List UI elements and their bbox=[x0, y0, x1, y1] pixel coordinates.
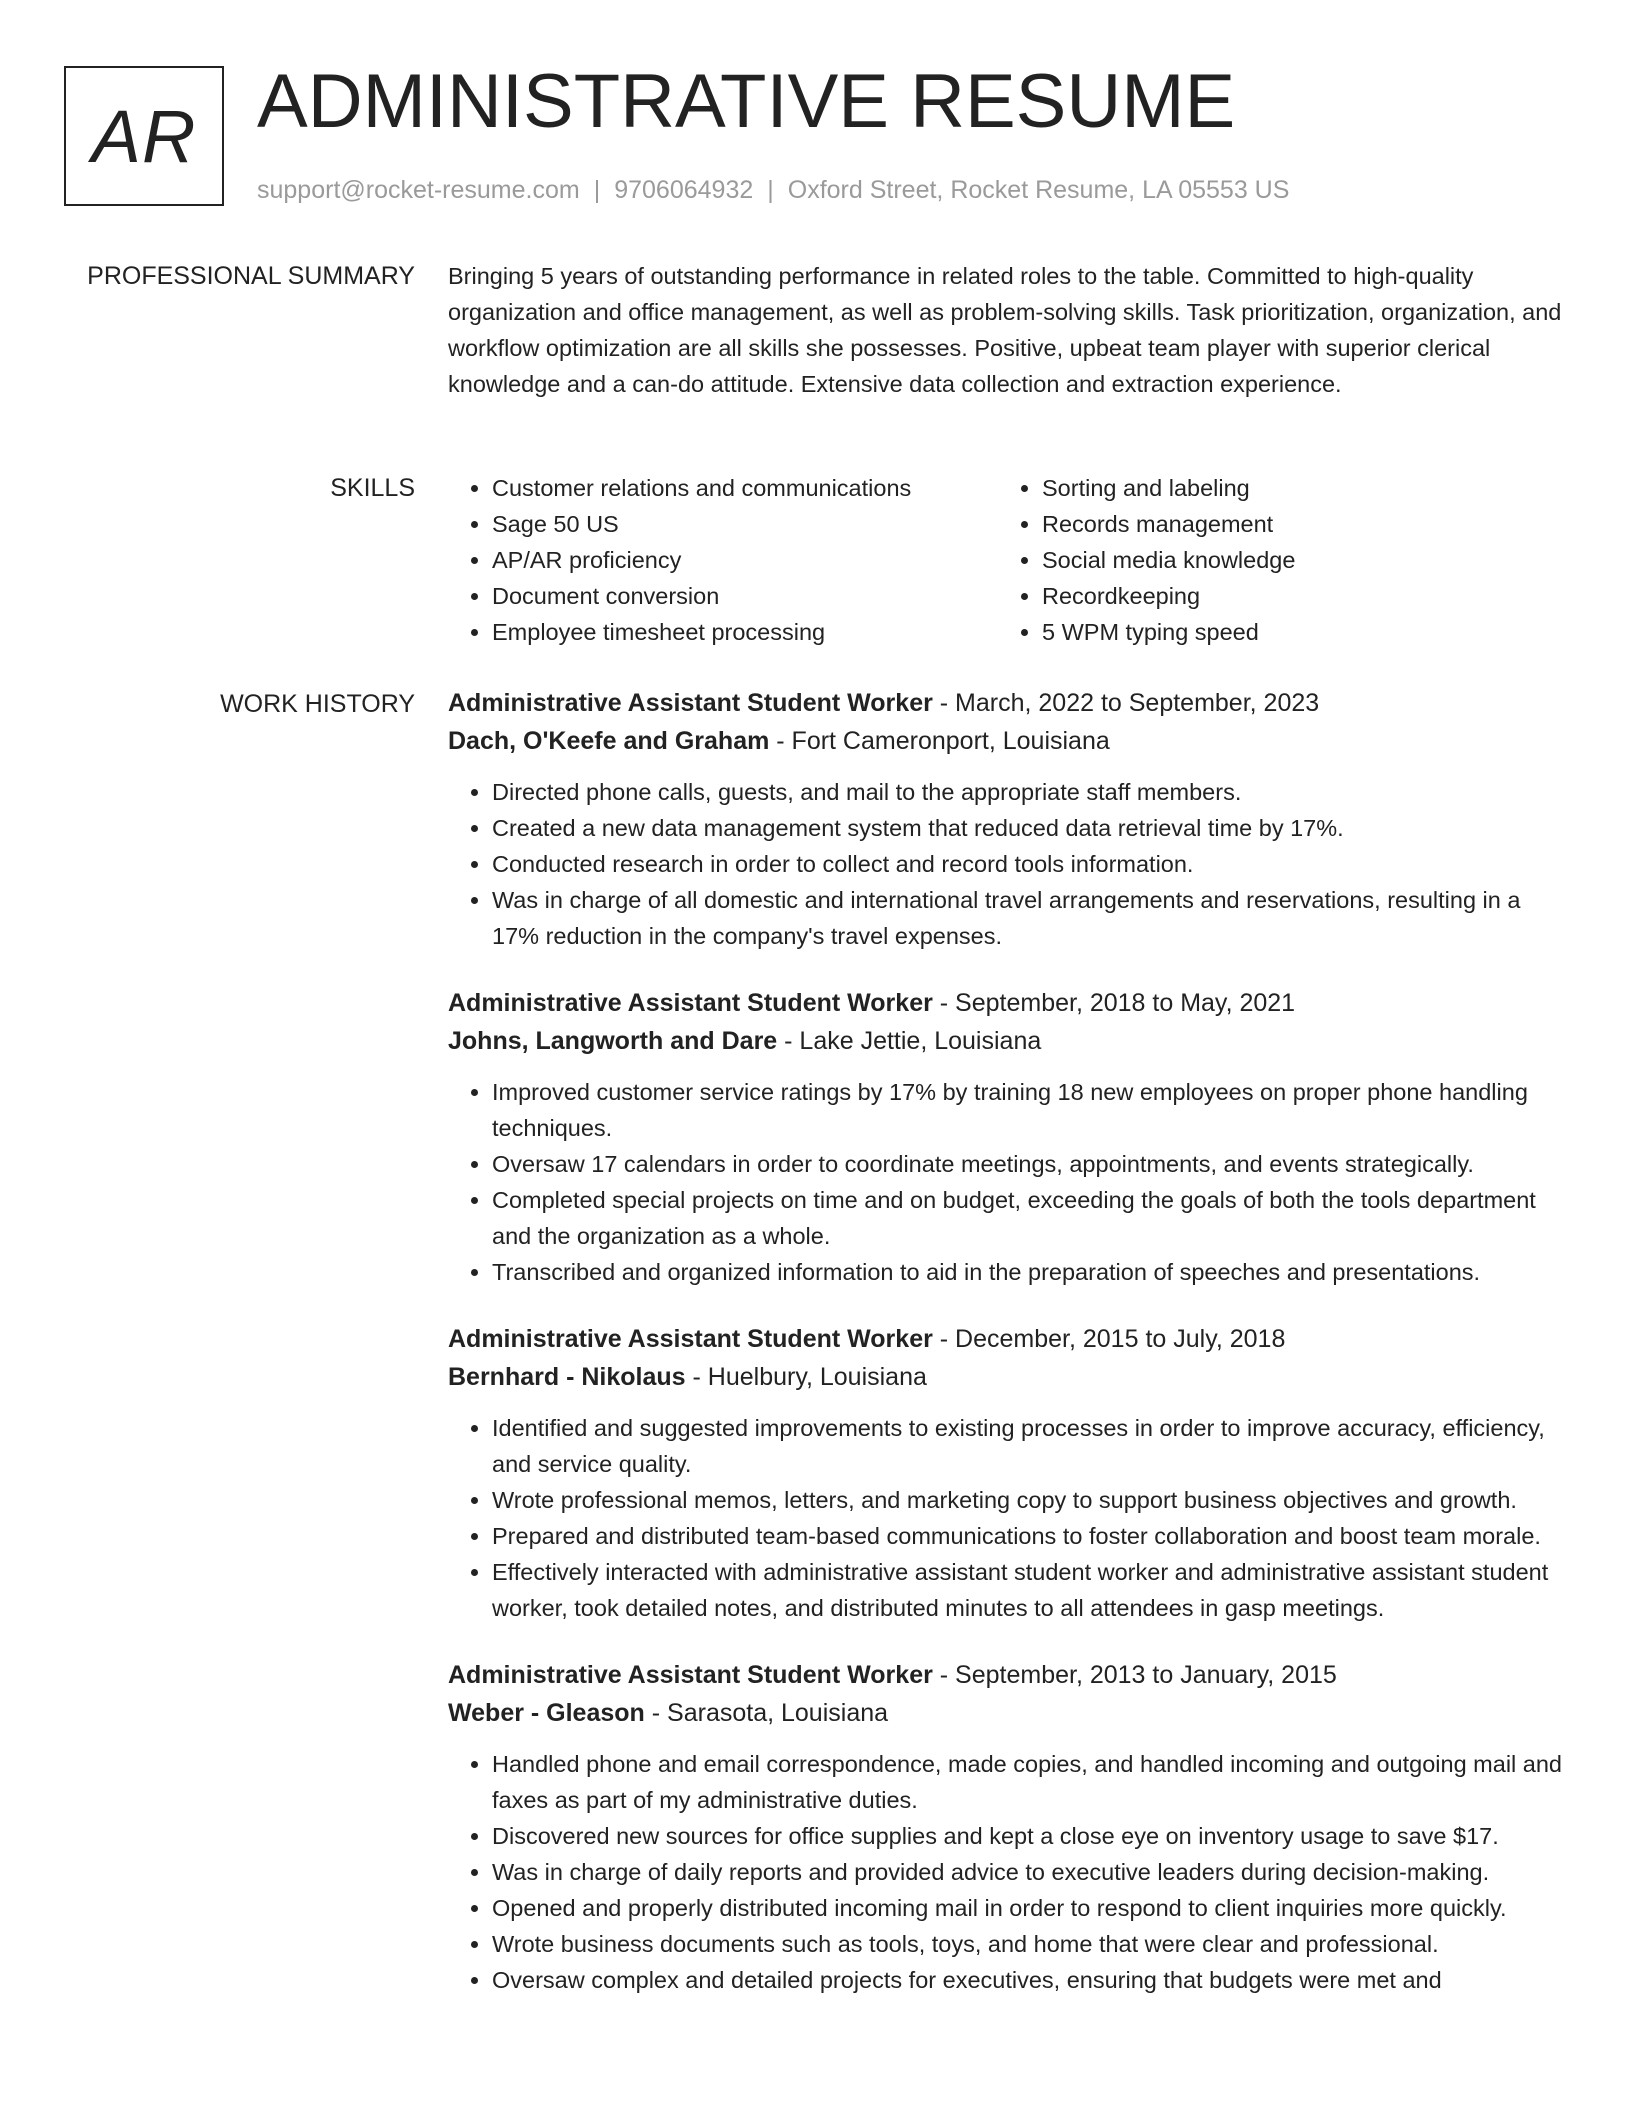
job-bullet: • Discovered new sources for office supplies and kept a close eye on inventory usage to save $17. bbox=[492, 1818, 1564, 1854]
job-entry bbox=[448, 1656, 1564, 1998]
skill-item: • Customer relations and communications bbox=[492, 470, 998, 506]
resume-title: ADMINISTRATIVE RESUME bbox=[257, 59, 1236, 144]
job-dates: - December, 2015 to July, 2018 bbox=[932, 1325, 1286, 1353]
work-history-heading: WORK HISTORY bbox=[220, 690, 415, 718]
job-bullet: • Effectively interacted with administrative assistant student worker and administrative assistant student worker, took detailed notes, and distributed minutes to all attendees in gasp meetings. bbox=[492, 1554, 1564, 1626]
job-title-line bbox=[448, 684, 1564, 722]
skills-body bbox=[448, 470, 1564, 650]
skills-column-left bbox=[448, 470, 998, 650]
skill-item: • Document conversion bbox=[492, 578, 998, 614]
job-title: Administrative Assistant Student Worker bbox=[448, 1661, 933, 1689]
contact-address: Oxford Street, Rocket Resume, LA 05553 US bbox=[787, 176, 1290, 204]
skills-heading: SKILLS bbox=[330, 474, 415, 502]
job-location: - Huelbury, Louisiana bbox=[685, 1363, 927, 1391]
job-company: Johns, Langworth and Dare bbox=[448, 1027, 778, 1055]
job-bullet: • Prepared and distributed team-based communications to foster collaboration and boost team morale. bbox=[492, 1518, 1564, 1554]
contact-line bbox=[257, 176, 1289, 205]
job-dates: - September, 2013 to January, 2015 bbox=[932, 1661, 1337, 1689]
job-bullets bbox=[448, 1074, 1564, 1290]
job-bullet: • Was in charge of daily reports and provided advice to executive leaders during decision-making. bbox=[492, 1854, 1564, 1890]
job-bullet: • Identified and suggested improvements to existing processes in order to improve accuracy, efficiency, and service quality. bbox=[492, 1410, 1564, 1482]
work-history-body bbox=[448, 684, 1564, 2028]
monogram-initials: AR bbox=[91, 94, 197, 178]
summary-body bbox=[448, 258, 1564, 402]
job-title-line bbox=[448, 1320, 1564, 1358]
job-title-line bbox=[448, 984, 1564, 1022]
job-bullet: • Was in charge of all domestic and international travel arrangements and reservations, resulting in a 17% reduction in the company's travel expenses. bbox=[492, 882, 1564, 954]
job-title-line bbox=[448, 1656, 1564, 1694]
job-bullets bbox=[448, 1410, 1564, 1626]
summary-heading: PROFESSIONAL SUMMARY bbox=[87, 262, 415, 290]
job-bullet: • Completed special projects on time and on budget, exceeding the goals of both the tools department and the organization as a whole. bbox=[492, 1182, 1564, 1254]
skill-item: • AP/AR proficiency bbox=[492, 542, 998, 578]
contact-phone: 9706064932 bbox=[614, 176, 754, 204]
skills-column-right bbox=[998, 470, 1548, 650]
job-entry bbox=[448, 984, 1564, 1290]
job-bullet: • Created a new data management system that reduced data retrieval time by 17%. bbox=[492, 810, 1564, 846]
contact-email: support@rocket-resume.com bbox=[257, 176, 580, 204]
contact-separator: | bbox=[767, 176, 774, 204]
skill-item: • Recordkeeping bbox=[1042, 578, 1548, 614]
job-company-line bbox=[448, 1022, 1564, 1060]
job-company: Dach, O'Keefe and Graham bbox=[448, 727, 770, 755]
job-bullet: • Oversaw 17 calendars in order to coordinate meetings, appointments, and events strategically. bbox=[492, 1146, 1564, 1182]
contact-separator: | bbox=[593, 176, 601, 204]
summary-text: Bringing 5 years of outstanding performance in related roles to the table. Committed to high-quality organization and office management, as well as problem-solving skills. Task prioritization, organization, and workflow optimization are all skills she possesses. Positive, upbeat team player with superior clerical knowledge and a can-do attitude. Extensive data collection and extraction experience. bbox=[448, 263, 1562, 397]
job-bullet: • Improved customer service ratings by 17% by training 18 new employees on proper phone handling techniques. bbox=[492, 1074, 1564, 1146]
job-dates: - September, 2018 to May, 2021 bbox=[932, 989, 1296, 1017]
job-bullets bbox=[448, 774, 1564, 954]
job-entry bbox=[448, 684, 1564, 954]
job-bullets bbox=[448, 1746, 1564, 1998]
job-bullet: • Handled phone and email correspondence, made copies, and handled incoming and outgoing mail and faxes as part of my administrative duties. bbox=[492, 1746, 1564, 1818]
monogram bbox=[64, 66, 224, 206]
job-entry bbox=[448, 1320, 1564, 1626]
job-dates: - March, 2022 to September, 2023 bbox=[932, 689, 1320, 717]
skill-item: • 5 WPM typing speed bbox=[1042, 614, 1548, 650]
job-company: Bernhard - Nikolaus bbox=[448, 1363, 686, 1391]
skill-item: • Records management bbox=[1042, 506, 1548, 542]
job-location: - Fort Cameronport, Louisiana bbox=[769, 727, 1110, 755]
job-title: Administrative Assistant Student Worker bbox=[448, 689, 933, 717]
job-location: - Sarasota, Louisiana bbox=[644, 1699, 889, 1727]
job-location: - Lake Jettie, Louisiana bbox=[777, 1027, 1042, 1055]
job-bullet: • Transcribed and organized information to aid in the preparation of speeches and presentations. bbox=[492, 1254, 1564, 1290]
job-bullet: • Wrote professional memos, letters, and marketing copy to support business objectives and growth. bbox=[492, 1482, 1564, 1518]
job-company-line bbox=[448, 1358, 1564, 1396]
job-company-line bbox=[448, 722, 1564, 760]
job-title: Administrative Assistant Student Worker bbox=[448, 1325, 933, 1353]
job-bullet: • Opened and properly distributed incoming mail in order to respond to client inquiries more quickly. bbox=[492, 1890, 1564, 1926]
job-title: Administrative Assistant Student Worker bbox=[448, 989, 933, 1017]
skill-item: • Employee timesheet processing bbox=[492, 614, 998, 650]
job-bullet: • Conducted research in order to collect and record tools information. bbox=[492, 846, 1564, 882]
job-bullet: • Oversaw complex and detailed projects for executives, ensuring that budgets were met and bbox=[492, 1962, 1564, 1998]
job-bullet: • Directed phone calls, guests, and mail to the appropriate staff members. bbox=[492, 774, 1564, 810]
skill-item: • Sorting and labeling bbox=[1042, 470, 1548, 506]
skill-item: • Sage 50 US bbox=[492, 506, 998, 542]
job-company-line bbox=[448, 1694, 1564, 1732]
job-bullet: • Wrote business documents such as tools, toys, and home that were clear and professional. bbox=[492, 1926, 1564, 1962]
job-company: Weber - Gleason bbox=[448, 1699, 645, 1727]
skills-grid bbox=[448, 470, 1564, 650]
skill-item: • Social media knowledge bbox=[1042, 542, 1548, 578]
